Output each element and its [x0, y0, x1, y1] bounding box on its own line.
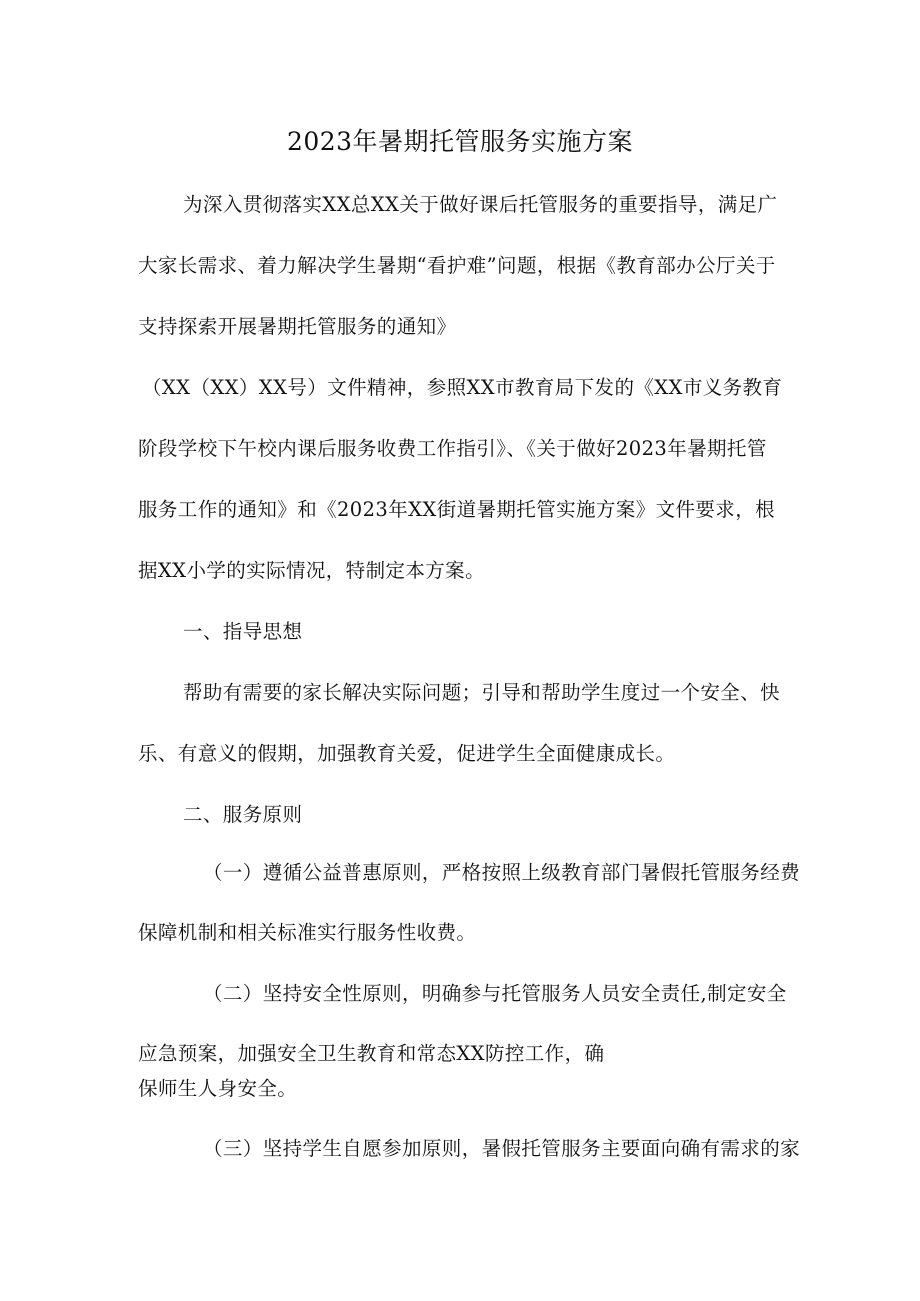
paragraph-line: 保障机制和相关标准实行服务性收费。: [138, 921, 477, 944]
paragraph-line: 支持探索开展暑期托管服务的通知》: [138, 315, 457, 338]
paragraph-line: 应急预案，加强安全卫生教育和常态XX防控工作，确: [138, 1042, 605, 1065]
paragraph-line: （XX（XX）XX号）文件精神，参照XX市教育局下发的《XX市义务教育: [142, 376, 783, 399]
paragraph-line: 保师生人身安全。: [138, 1077, 298, 1100]
paragraph-line: 阶段学校下午校内课后服务收费工作指引》、《关于做好2023年暑期托管: [138, 437, 767, 460]
paragraph-line: 帮助有需要的家长解决实际问题；引导和帮助学生度过一个安全、快: [183, 681, 781, 704]
paragraph-line: （二）坚持安全性原则，明确参与托管服务人员安全责任,制定安全: [203, 982, 787, 1005]
paragraph-line: （三）坚持学生自愿参加原则，暑假托管服务主要面向确有需求的家: [203, 1137, 801, 1160]
paragraph-line: 服务工作的通知》和《2023年XX街道暑期托管实施方案》文件要求，根: [138, 498, 775, 521]
paragraph-line: 为深入贯彻落实XX总XX关于做好课后托管服务的重要指导，满足广: [183, 193, 778, 216]
section-heading: 二、服务原则: [183, 803, 303, 826]
paragraph-line: 乐、有意义的假期，加强教育关爱，促进学生全面健康成长。: [138, 742, 676, 765]
paragraph-line: （一）遵循公益普惠原则，严格按照上级教育部门暑假托管服务经费: [203, 861, 801, 884]
section-heading: 一、指导思想: [183, 620, 303, 643]
paragraph-line: 据XX小学的实际情况，特制定本方案。: [138, 559, 485, 582]
paragraph-line: 大家长需求、着力解决学生暑期“看护难”问题，根据《教育部办公厅关于: [138, 254, 776, 277]
document-title: 2023年暑期托管服务实施方案: [286, 127, 634, 156]
